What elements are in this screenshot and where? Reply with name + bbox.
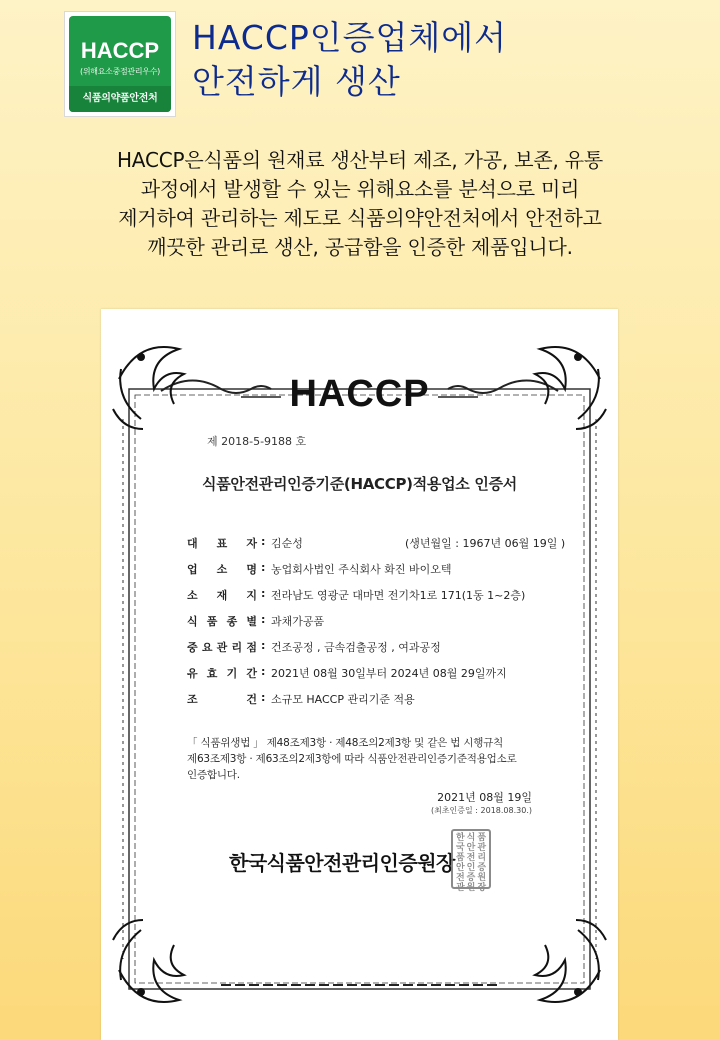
seal-char: 인 <box>466 863 476 873</box>
body-line: 「 식품위생법 」 제48조제3항 · 제48조의2제3항 및 같은 법 시행규칙 <box>187 737 504 749</box>
page-headline <box>192 16 692 104</box>
field-value: 전라남도 영광군 대마면 전기차1로 171(1동 1~2층) <box>271 589 526 602</box>
body-line: 인증합니다. <box>187 769 240 781</box>
issue-date: 2021년 08월 19일 <box>437 791 532 804</box>
field-label: 대 표 자 <box>187 537 257 550</box>
seal-char: 증 <box>477 863 487 873</box>
seal-char: 관 <box>455 883 465 893</box>
seal-char: 리 <box>477 853 487 863</box>
certificate-number: 제 2018-5-9188 호 <box>207 435 307 448</box>
seal-char: 품 <box>477 833 487 843</box>
intro-paragraph <box>20 146 700 262</box>
certificate-body <box>187 735 532 783</box>
intro-line: 깨끗한 관리로 생산, 공급함을 인증한 제품입니다. <box>147 235 573 259</box>
body-line: 제63조제3항 · 제63조의2제3항에 따라 식품안전관리인증기준적용업소로 <box>187 753 517 765</box>
field-valid-period: 유 효 기 간 : 2021년 08월 30일부터 2024년 08월 29일까지 <box>187 665 507 680</box>
intro-line: 과정에서 발생할 수 있는 위해요소를 분석으로 미리 <box>140 177 580 201</box>
field-business-name: 업 소 명 : 농업회사법인 주식회사 화진 바이오텍 <box>187 561 452 576</box>
official-seal <box>451 829 491 893</box>
field-label: 업 소 명 <box>187 563 257 576</box>
logo-subtitle: (위해요소중점관리우수) <box>80 67 160 76</box>
seal-char: 국 <box>455 843 465 853</box>
certificate-title: HACCP <box>289 373 430 415</box>
field-value: 2021년 08월 30일부터 2024년 08월 29일까지 <box>271 667 507 680</box>
field-extra: (생년월일 : 1967년 06월 19일 ) <box>405 537 566 550</box>
seal-char: 안 <box>466 843 476 853</box>
field-representative: 대 표 자 : 김순성 (생년월일 : 1967년 06월 19일 ) <box>187 535 566 550</box>
headline-line-2: 안전하게 생산 <box>192 62 401 101</box>
seal-char: 증 <box>466 873 476 883</box>
seal-char: 관 <box>477 843 487 853</box>
haccp-certificate <box>101 309 618 1040</box>
issuer-name: 한국식품안전관리인증원장 <box>229 851 455 875</box>
field-condition: 조 건 : 소규모 HACCP 관리기준 적용 <box>187 691 415 706</box>
seal-char: 전 <box>455 873 465 883</box>
logo-word: HACCP <box>80 38 160 63</box>
seal-char: 한 <box>455 833 465 843</box>
field-value: 김순성 <box>271 537 303 550</box>
field-address: 소 재 지 : 전라남도 영광군 대마면 전기차1로 171(1동 1~2층) <box>187 587 526 602</box>
field-value: 건조공정 , 금속검출공정 , 여과공정 <box>271 641 441 654</box>
field-value: 과채가공품 <box>271 615 325 628</box>
field-label: 조 건 <box>187 693 257 706</box>
seal-char: 장 <box>477 883 487 893</box>
intro-line: HACCP은식품의 원재료 생산부터 제조, 가공, 보존, 유통 <box>116 148 604 172</box>
field-critical-points: 중 요 관 리 점 : 건조공정 , 금속검출공정 , 여과공정 <box>187 639 441 654</box>
field-label: 식 품 종 별 <box>187 615 257 628</box>
haccp-logo-badge <box>69 16 171 112</box>
first-certification-date: (최초인증일 : 2018.08.30.) <box>430 806 532 815</box>
seal-char: 식 <box>466 833 476 843</box>
field-food-type: 식 품 종 별 : 과채가공품 <box>187 613 325 628</box>
headline-line-1: HACCP인증업체에서 <box>192 18 508 57</box>
seal-char: 전 <box>466 853 476 863</box>
seal-char: 원 <box>477 873 487 883</box>
certificate-heading: 식품안전관리인증기준(HACCP)적용업소 인증서 <box>202 475 517 493</box>
field-value: 소규모 HACCP 관리기준 적용 <box>271 693 415 706</box>
haccp-logo <box>64 11 176 117</box>
field-value: 농업회사법인 주식회사 화진 바이오텍 <box>271 563 452 576</box>
intro-line: 제거하여 관리하는 제도로 식품의약안전처에서 안전하고 <box>118 206 602 230</box>
field-label: 중 요 관 리 점 <box>187 641 257 654</box>
field-label: 유 효 기 간 <box>187 667 257 680</box>
field-label: 소 재 지 <box>187 589 257 602</box>
seal-char: 원 <box>466 883 476 893</box>
logo-agency: 식품의약품안전처 <box>69 86 171 112</box>
seal-char: 안 <box>455 863 465 873</box>
seal-char: 품 <box>455 853 465 863</box>
